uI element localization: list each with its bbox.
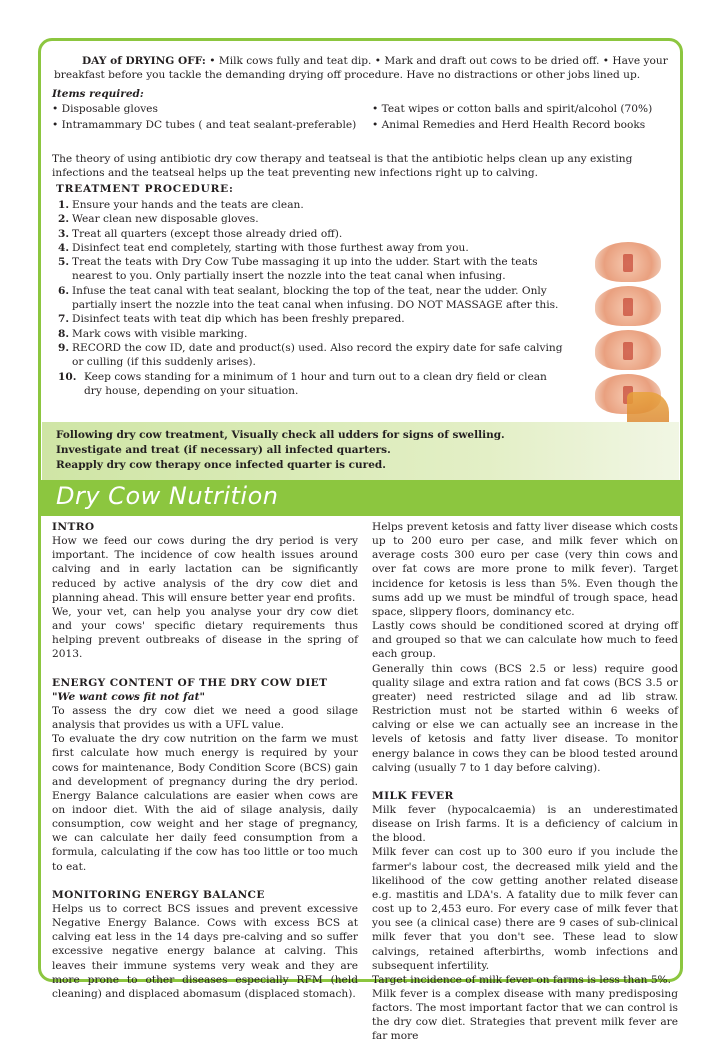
step-text: Mark cows with visible marking. bbox=[72, 327, 248, 340]
energy-quote: "We want cows fit not fat" bbox=[52, 690, 206, 703]
paragraph: How we feed our cows during the dry period is very important. The incidence of cow health issues around calving and in early lactation can be significantly reduced by active analysis of the dry cow diet and planning ahead. This will ensure better year end profits. bbox=[52, 535, 358, 604]
step-text: Infuse the teat canal with teat sealant, blocking the top of the teat, near the udder. Only partially insert the nozzle into the teat canal when infusing. DO NOT MASSAGE after this. bbox=[72, 284, 559, 312]
step-text: Disinfect teats with teat dip which has been freshly prepared. bbox=[72, 313, 405, 326]
energy-heading: ENERGY CONTENT OF THE DRY COW DIET bbox=[52, 676, 328, 689]
theory-paragraph: The theory of using antibiotic dry cow therapy and teatseal is that the antibiotic helps clean up any existing infections and the teatseal helps up the teat preventing new infections right up to calving. bbox=[52, 153, 633, 180]
section-title: Dry Cow Nutrition bbox=[56, 482, 279, 510]
items-title: Items required: bbox=[52, 88, 144, 100]
intro-label: DAY of DRYING OFF: bbox=[82, 55, 206, 67]
step-number: 9. bbox=[58, 341, 70, 354]
paragraph: Lastly cows should be conditioned scored at drying off and grouped so that we can calculate how much to feed each group. bbox=[372, 620, 678, 661]
step-item bbox=[58, 370, 568, 399]
step-number: 3. bbox=[58, 227, 70, 240]
teat-image bbox=[595, 242, 661, 282]
left-column bbox=[52, 520, 358, 1001]
paragraph: We, your vet, can help you analyse your dry cow diet and your cows' specific dietary requirements thus helping prevent outbreaks of disease in the spring of 2013. bbox=[52, 605, 358, 661]
notice-line: Following dry cow treatment, Visually check all udders for signs of swelling. bbox=[56, 429, 505, 441]
list-item: • Intramammary DC tubes ( and teat sealant-preferable) bbox=[52, 119, 357, 131]
intro-heading: INTRO bbox=[52, 521, 95, 533]
step-text: Treat all quarters (except those already dried off). bbox=[72, 227, 343, 240]
list-item: • Animal Remedies and Herd Health Record books bbox=[372, 119, 646, 131]
step-item bbox=[58, 312, 568, 326]
milk-fever-heading: MILK FEVER bbox=[372, 789, 454, 802]
step-text: Keep cows standing for a minimum of 1 hour and turn out to a clean dry field or clean dry house, depending on your situation. bbox=[84, 370, 547, 397]
step-number: 7. bbox=[58, 313, 70, 326]
step-item bbox=[58, 327, 568, 341]
procedure-title: TREATMENT PROCEDURE: bbox=[56, 183, 234, 195]
step-number: 5. bbox=[58, 256, 70, 269]
drying-off-section bbox=[42, 42, 679, 480]
intro-text: • Milk cows fully and teat dip. • Mark and draft out cows to be dried off. • Have your breakfast before you tackle the demanding drying off procedure. Have no distractions or other jobs lined up. bbox=[54, 55, 668, 82]
step-item bbox=[58, 241, 568, 255]
step-item bbox=[58, 284, 568, 313]
right-column bbox=[372, 520, 678, 1044]
monitoring-heading: MONITORING ENERGY BALANCE bbox=[52, 888, 265, 901]
step-text: Wear clean new disposable gloves. bbox=[72, 213, 259, 226]
step-item bbox=[58, 341, 568, 370]
teat-image bbox=[595, 286, 661, 326]
step-item bbox=[58, 255, 568, 284]
step-number: 1. bbox=[58, 199, 70, 211]
step-item bbox=[58, 198, 568, 212]
step-number: 2. bbox=[58, 213, 70, 226]
section-heading-bar bbox=[38, 480, 683, 516]
procedure-steps bbox=[58, 198, 568, 398]
teat-image bbox=[595, 330, 661, 370]
step-number: 10. bbox=[58, 370, 77, 383]
step-text: RECORD the cow ID, date and product(s) used. Also record the expiry date for safe calving or culling (if this suddenly arises). bbox=[72, 341, 563, 369]
paragraph: To evaluate the dry cow nutrition on the farm we must first calculate how much energy is required by your cows for maintenance, Body Condition Score (BCS) gain and development of pregnancy during the dry period. Energy Balance calculations are easier when cows are on indoor diet. With the aid of silage analysis, daily consumption, cow weight and her stage of pregnancy, we can calculate her daily feed consumption from a formula, calculating if the cow has too little or too much to eat. bbox=[52, 733, 358, 873]
paragraph: Milk fever (hypocalcaemia) is an underestimated disease on Irish farms. It is a deficiency of calcium in the blood. bbox=[372, 803, 678, 845]
step-number: 4. bbox=[58, 241, 70, 254]
step-number: 6. bbox=[58, 284, 70, 297]
step-text: Ensure your hands and the teats are clean. bbox=[72, 199, 304, 211]
step-text: Disinfect teat end completely, starting with those furthest away from you. bbox=[72, 241, 469, 254]
paragraph: Helps prevent ketosis and fatty liver disease which costs up to 200 euro per case, and milk fever which on average costs 300 euro per case (very thin cows and over fat cows are more prone to milk fever). Target incidence for ketosis is less than 5%. Even though the sums add up we must be mindful of trough space, head space, slippery floors, dominancy etc. bbox=[372, 521, 678, 618]
paragraph: Helps us to correct BCS issues and prevent excessive Negative Energy Balance. Cows with excess BCS at calving eat less in the 14 days pre-calving and so suffer excessive negative energy balance at calving. This leaves their immune systems very weak and they are more prone to other diseases especially RFM (held cleaning) and displaced abomasum (displaced stomach). bbox=[52, 902, 358, 1000]
notice-text bbox=[56, 428, 536, 473]
step-item bbox=[58, 227, 568, 241]
notice-line: Reapply dry cow therapy once infected quarter is cured. bbox=[56, 459, 386, 471]
paragraph: Milk fever can cost up to 300 euro if you include the farmer's labour cost, the decreased milk yield and the likelihood of the cow getting another related disease e.g. mastitis and LDA's. A fatality due to milk fever can cost up to 2,453 euro. For every case of milk fever that you see (a clinical case) there are 9 cases of sub-clinical milk fever that you don't see. These lead to slow calvings, retained afterbirths, womb infections and subsequent infertility. bbox=[372, 846, 678, 972]
paragraph: To assess the dry cow diet we need a good silage analysis that provides us with a UFL value. bbox=[52, 704, 358, 732]
step-text: Treat the teats with Dry Cow Tube massaging it up into the udder. Start with the teats nearest to you. Only partially insert the nozzle into the teat canal when infusing. bbox=[72, 256, 538, 283]
paragraph: Target incidence of milk fever on farms is less than 5%. bbox=[372, 973, 671, 986]
step-number: 8. bbox=[58, 327, 70, 340]
paragraph: Generally thin cows (BCS 2.5 or less) require good quality silage and extra ration and fat cows (BCS 3.5 or greater) need restricted silage and ad lib straw. Restriction must not be started within 6 weeks of calving or else we can actually see an increase in the levels of ketosis and fatty liver disease. To monitor energy balance in cows they can be blood tested around calving (usually 7 to 1 day before calving). bbox=[372, 662, 678, 774]
paragraph: Milk fever is a complex disease with many predisposing factors. The most important factor that we can control is the dry cow diet. Strategies that prevent milk fever are far more bbox=[372, 988, 678, 1043]
notice-line: Investigate and treat (if necessary) all infected quarters. bbox=[56, 444, 391, 456]
list-item: • Teat wipes or cotton balls and spirit/alcohol (70%) bbox=[372, 103, 653, 115]
drying-off-intro bbox=[54, 54, 679, 83]
items-list bbox=[52, 102, 662, 133]
step-item bbox=[58, 212, 568, 226]
list-item: • Disposable gloves bbox=[52, 103, 158, 115]
